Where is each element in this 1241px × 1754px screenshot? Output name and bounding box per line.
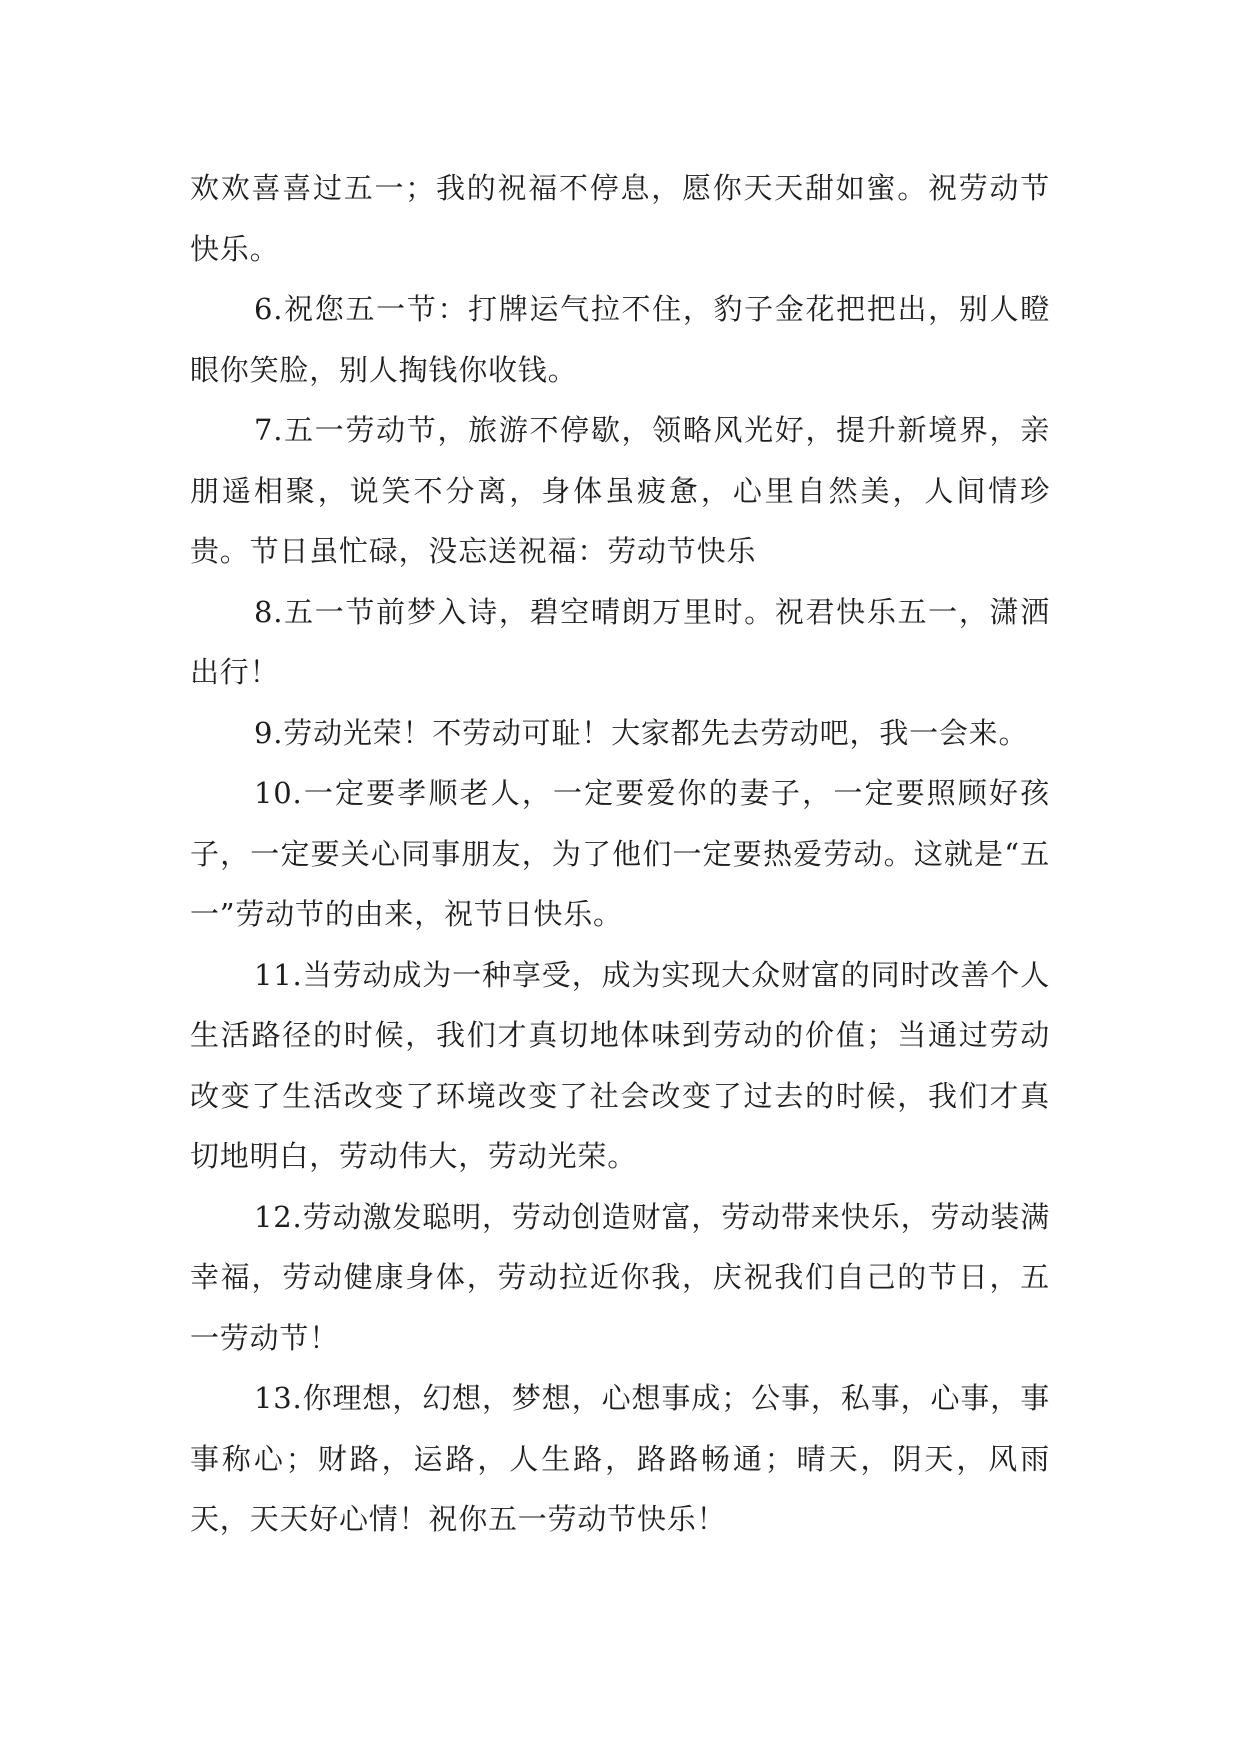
paragraph-13: 13.你理想，幻想，梦想，心想事成；公事，私事，心事，事事称心；财路，运路，人生路，路路畅通；晴天，阴天，风雨天，天天好心情！祝你五一劳动节快乐！ [190, 1381, 1050, 1536]
paragraph-11: 11.当劳动成为一种享受，成为实现大众财富的同时改善个人生活路径的时候，我们才真切地体味到劳动的价值；当通过劳动改变了生活改变了环境改变了社会改变了过去的时候，我们才真切地明白，劳动伟大，劳动光荣。 [190, 957, 1050, 1173]
paragraph-9: 9.劳动光荣！不劳动可耻！大家都先去劳动吧，我一会来。 [254, 715, 1029, 750]
document-body [190, 158, 1050, 1550]
paragraph-10: 10.一定要孝顺老人，一定要爱你的妻子，一定要照顾好孩子，一定要关心同事朋友，为了他们一定要热爱劳动。这就是“五一”劳动节的由来，祝节日快乐。 [190, 776, 1050, 931]
paragraph-7: 7.五一劳动节，旅游不停歇，领略风光好，提升新境界，亲朋遥相聚，说笑不分离，身体虽疲惫，心里自然美，人间情珍贵。节日虽忙碌，没忘送祝福：劳动节快乐 [190, 413, 1050, 568]
paragraph-12: 12.劳动激发聪明，劳动创造财富，劳动带来快乐，劳动装满幸福，劳动健康身体，劳动拉近你我，庆祝我们自己的节日，五一劳动节！ [190, 1199, 1050, 1355]
paragraph-continuation: 欢欢喜喜过五一；我的祝福不停息，愿你天天甜如蜜。祝劳动节快乐。 [190, 171, 1050, 266]
paragraph-8: 8.五一节前梦入诗，碧空晴朗万里时。祝君快乐五一，潇洒出行！ [190, 594, 1050, 689]
paragraph-6: 6.祝您五一节：打牌运气拉不住，豹子金花把把出，别人瞪眼你笑脸，别人掏钱你收钱。 [190, 292, 1050, 387]
